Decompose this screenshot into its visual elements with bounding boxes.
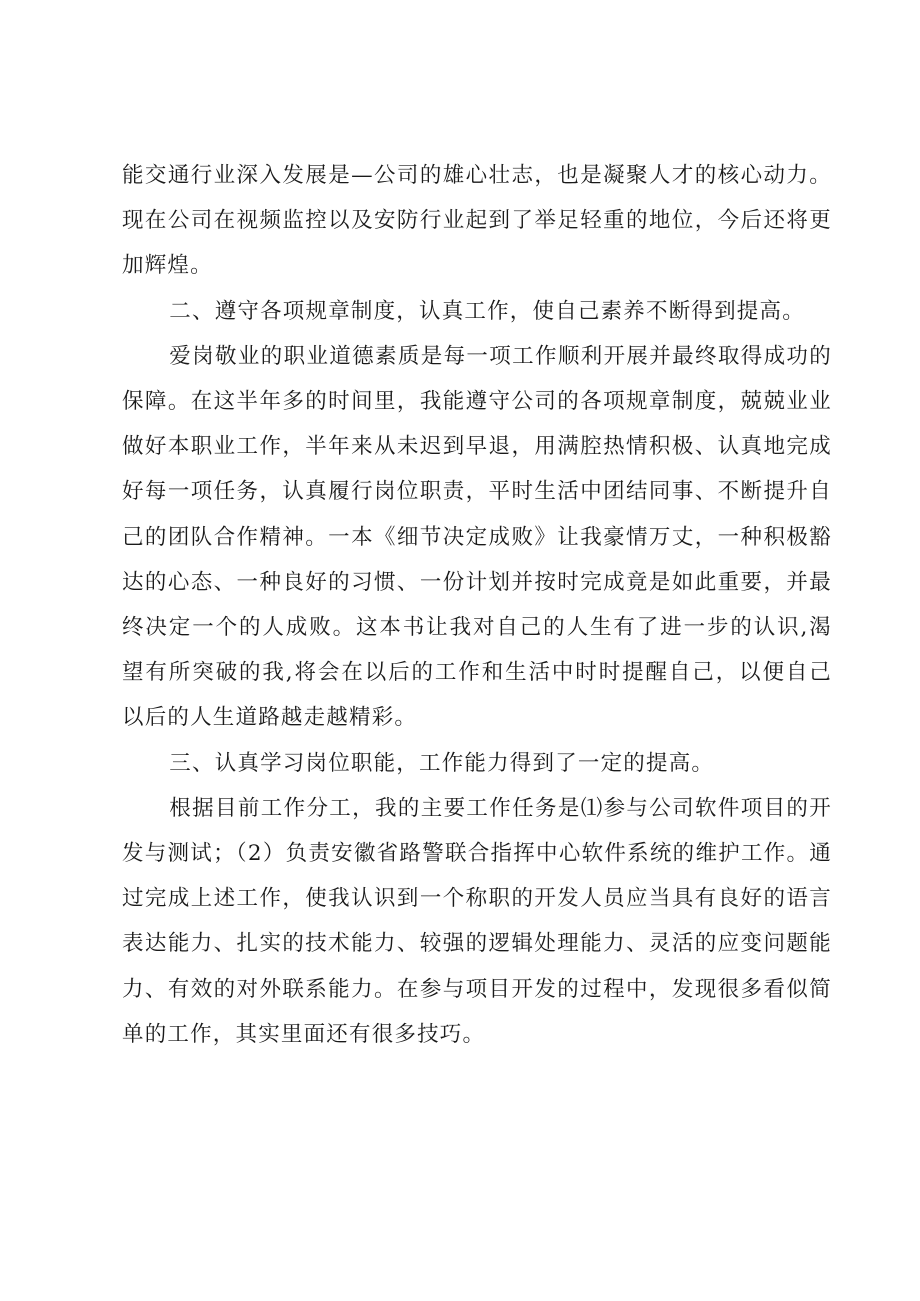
paragraph-work-tasks: 根据目前工作分工，我的主要工作任务是⑴参与公司软件项目的开发与测试；（2）负责安徽省路警联合指挥中心软件系统的维护工作。通过完成上述工作，使我认识到一个称职的开发人员应当具有良好的语言表达能力、扎实的技术能力、较强的逻辑处理能力、灵活的应变问题能力、有效的对外联系能力。在参与项目开发的过程中，发现很多看似简单的工作，其实里面还有很多技巧。: [122, 795, 832, 1047]
document-body: [122, 153, 832, 1057]
section-heading-2: 二、遵守各项规章制度，认真工作，使自己素养不断得到提高。: [169, 298, 805, 324]
paragraph-dedication: 爱岗敬业的职业道德素质是每一项工作顺利开展并最终取得成功的保障。在这半年多的时间里，我能遵守公司的各项规章制度，兢兢业业做好本职业工作，半年来从未迟到早退，用满腔热情积极、认真地完成好每一项任务，认真履行岗位职责，平时生活中团结同事、不断提升自己的团队合作精神。一本《细节决定成败》让我豪情万丈，一种积极豁达的心态、一种良好的习惯、一份计划并按时完成竟是如此重要，并最终决定一个的人成败。这本书让我对自己的人生有了进一步的认识,渴望有所突破的我,将会在以后的工作和生活中时时提醒自己，以便自己以后的人生道路越走越精彩。: [122, 343, 832, 731]
section-heading-3: 三、认真学习岗位职能，工作能力得到了一定的提高。: [169, 750, 715, 776]
paragraph-intro-continuation: 能交通行业深入发展是—公司的雄心壮志，也是凝聚人才的核心动力。现在公司在视频监控以及安防行业起到了举足轻重的地位，今后还将更加辉煌。: [122, 163, 832, 279]
